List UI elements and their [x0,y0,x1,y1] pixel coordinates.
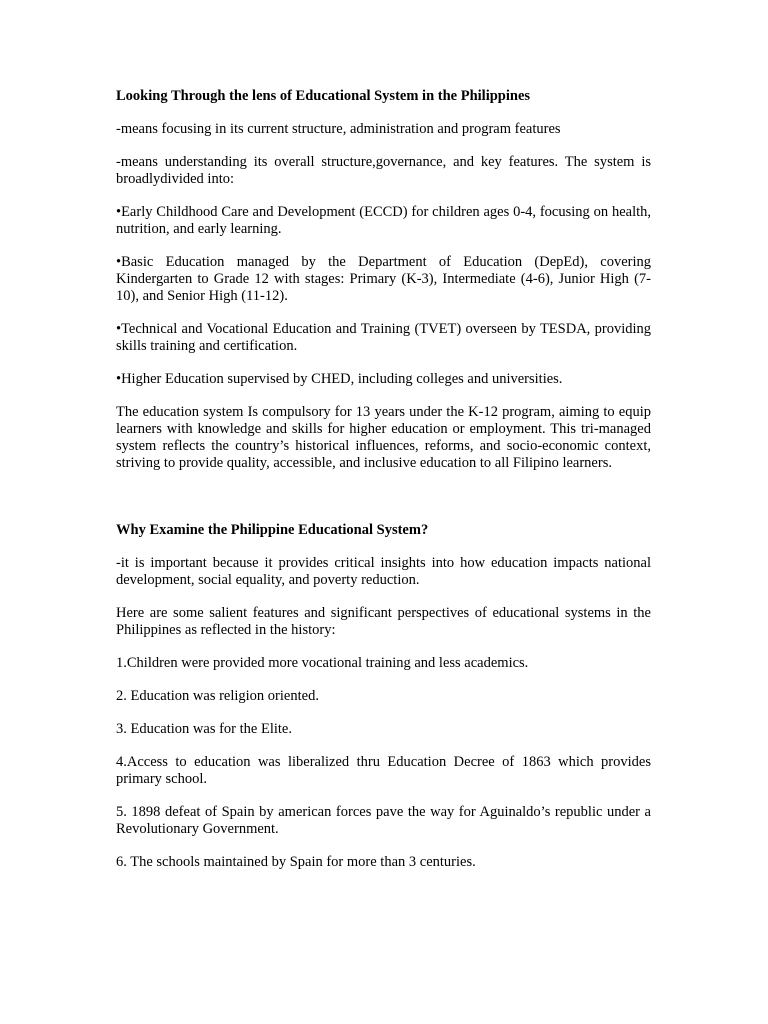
list-item: 3. Education was for the Elite. [116,721,292,737]
paragraph: Here are some salient features and significant perspectives of educational systems in the Philippines as reflected in the history: [116,605,651,638]
list-item: 6. The schools maintained by Spain for more than 3 centuries. [116,854,476,870]
list-item: 1.Children were provided more vocational training and less academics. [116,655,529,671]
list-item: 4.Access to education was liberalized thru Education Decree of 1863 which provides primary school. [116,754,651,787]
list-item: •Basic Education managed by the Department of Education (DepEd), covering Kindergarten to Grade 12 with stages: Primary (K-3), Intermediate (4-6), Junior High (7-10), and Senior High (11-12). [116,254,651,304]
section-heading: Looking Through the lens of Educational System in the Philippines [116,88,531,104]
list-item: •Technical and Vocational Education and Training (TVET) overseen by TESDA, providing skills training and certification. [116,321,651,354]
list-item: •Higher Education supervised by CHED, including colleges and universities. [116,371,563,387]
section-heading: Why Examine the Philippine Educational System? [116,522,429,538]
document-page [116,88,651,887]
paragraph: -means understanding its overall structure,governance, and key features. The system is broadlydivided into: [116,154,651,187]
section-spacer [116,488,651,522]
paragraph: -means focusing in its current structure, administration and program features [116,121,561,137]
list-item: 5. 1898 defeat of Spain by american forces pave the way for Aguinaldo’s republic under a Revolutionary Government. [116,804,651,837]
paragraph: The education system Is compulsory for 13 years under the K-12 program, aiming to equip learners with knowledge and skills for higher education or employment. This tri-managed system reflects the country’s historical influences, reforms, and socio-economic context, striving to provide quality, accessible, and inclusive education to all Filipino learners. [116,404,651,471]
list-item: •Early Childhood Care and Development (ECCD) for children ages 0-4, focusing on health, nutrition, and early learning. [116,204,651,237]
paragraph: -it is important because it provides critical insights into how education impacts national development, social equality, and poverty reduction. [116,555,651,588]
list-item: 2. Education was religion oriented. [116,688,319,704]
